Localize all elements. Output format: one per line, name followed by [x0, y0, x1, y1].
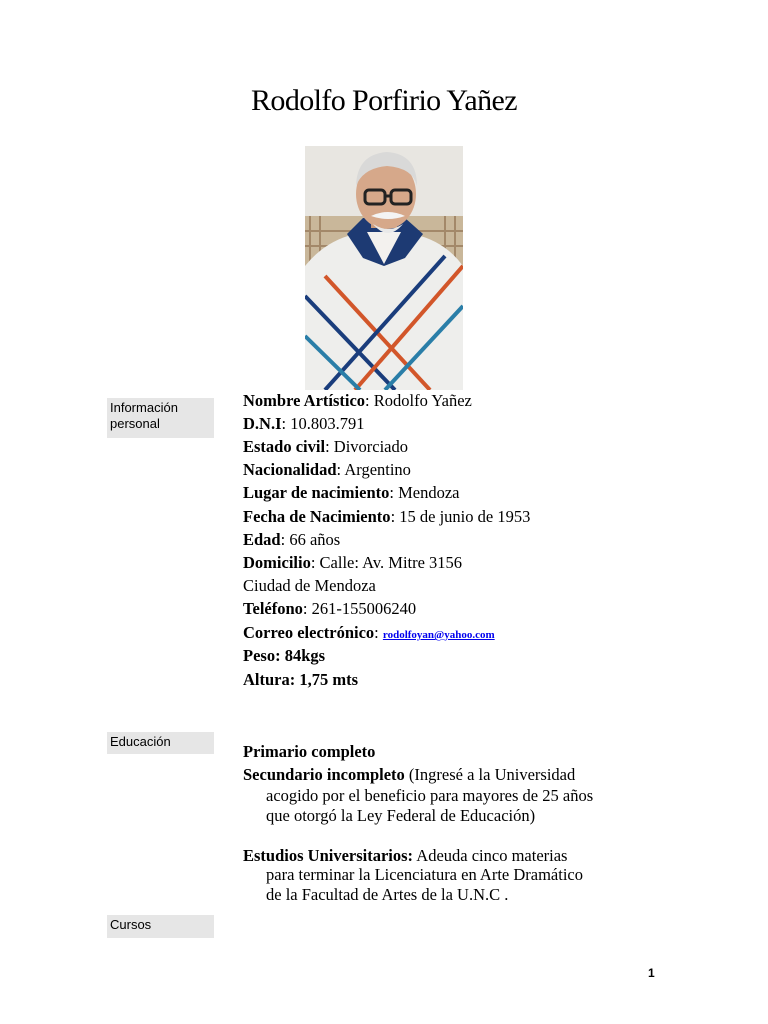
- birthplace-row: Lugar de nacimiento: Mendoza: [243, 483, 460, 502]
- primary-education: Primario completo: [243, 742, 376, 761]
- document-title: Rodolfo Porfirio Yañez: [251, 84, 517, 117]
- secondary-education: Secundario incompleto (Ingresé a la Universidad: [243, 765, 576, 784]
- email-row: Correo electrónico: rodolfoyan@yahoo.com: [243, 623, 495, 642]
- secondary-education-line-2: acogido por el beneficio para mayores de 25 años: [266, 786, 594, 805]
- weight-row: Peso: 84kgs: [243, 646, 326, 665]
- address-row: Domicilio: Calle: Av. Mitre 3156: [243, 553, 463, 572]
- section-label-courses: Cursos: [107, 915, 214, 938]
- university-studies-line-2: para terminar la Licenciatura en Arte Dramático: [266, 865, 583, 884]
- civil-status-row: Estado civil: Divorciado: [243, 437, 408, 456]
- email-link[interactable]: rodolfoyan@yahoo.com: [382, 629, 495, 641]
- section-label-education: Educación: [107, 732, 214, 754]
- nationality-row: Nacionalidad: Argentino: [243, 460, 411, 479]
- birthdate-row: Fecha de Nacimiento: 15 de junio de 1953: [243, 507, 531, 526]
- height-row: Altura: 1,75 mts: [243, 670, 359, 689]
- city-row: Ciudad de Mendoza: [243, 576, 376, 595]
- artistic-name-row: Nombre Artístico: Rodolfo Yañez: [243, 391, 472, 410]
- section-label-personal: Información personal: [107, 398, 214, 438]
- profile-photo: [305, 146, 463, 390]
- dni-row: D.N.I: 10.803.791: [243, 414, 365, 433]
- phone-row: Teléfono: 261-155006240: [243, 599, 417, 618]
- secondary-education-line-3: que otorgó la Ley Federal de Educación): [266, 806, 536, 825]
- age-row: Edad: 66 años: [243, 530, 341, 549]
- university-studies: Estudios Universitarios: Adeuda cinco materias: [243, 846, 568, 865]
- university-studies-line-3: de la Facultad de Artes de la U.N.C .: [266, 885, 509, 904]
- page-number: 1: [648, 966, 655, 980]
